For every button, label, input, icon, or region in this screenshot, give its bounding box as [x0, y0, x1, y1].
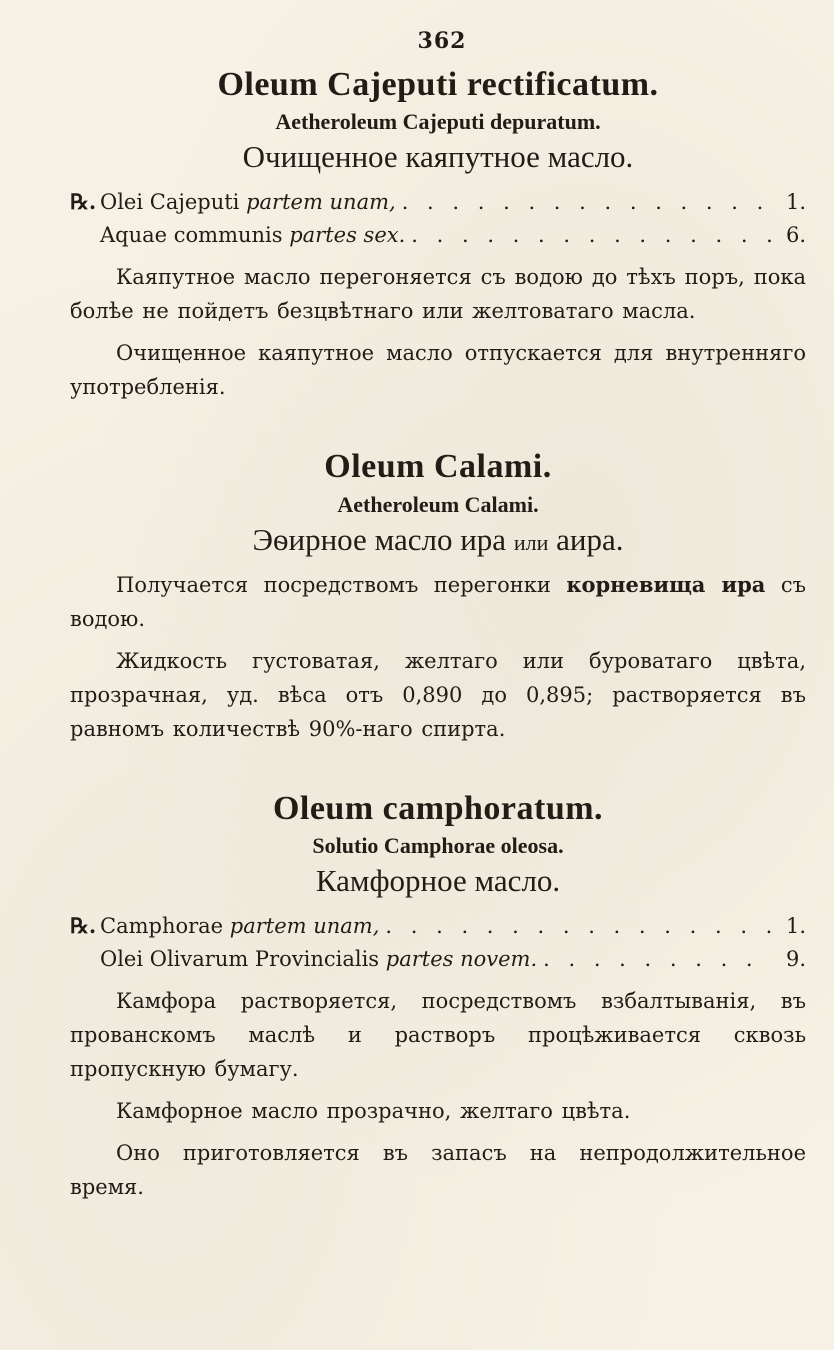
recipe-quantity: 1. [785, 190, 806, 215]
recipe-quantity: 1. [785, 914, 806, 939]
paragraph: Камфорное масло прозрачно, желтаго цвѣта. [116, 1099, 631, 1124]
recipe-quantity: 9. [785, 947, 806, 972]
recipe-ingredient: Aquae communis partes sex. [100, 223, 406, 248]
section-subtitle-latin: Aetheroleum Cajeputi depuratum. [275, 109, 601, 135]
paragraph: Очищенное каяпутное масло отпускается для внутренняго употребленія. [70, 341, 806, 400]
section-title-latin: Oleum Calami. [324, 448, 552, 486]
dot-leader [543, 943, 772, 976]
dot-leader [411, 219, 772, 252]
recipe [70, 909, 806, 976]
section-title-russian: Эѳирное масло ира или аира. [252, 521, 624, 557]
paragraph: Каяпутное масло перегоняется съ водою до тѣхъ поръ, пока болѣе не пойдетъ безцвѣтнаго или желтоватаго масла. [70, 265, 806, 324]
page-number: 362 [417, 28, 467, 54]
dot-leader [402, 186, 772, 219]
section-oleum-cajeputi [70, 66, 806, 404]
section-title-russian: Очищенное каяпутное масло. [242, 139, 634, 175]
recipe-symbol: ℞. [70, 189, 97, 215]
recipe-symbol: ℞. [70, 913, 97, 939]
recipe-ingredient: Camphorae partem unam, [100, 914, 380, 939]
recipe-quantity: 6. [785, 223, 806, 248]
section-title-russian: Камфорное масло. [315, 863, 561, 899]
recipe-line [70, 219, 806, 252]
recipe-ingredient: Olei Cajeputi partem unam, [100, 190, 396, 215]
paragraph: Получается посредствомъ перегонки корневища ира съ водою. [70, 571, 806, 631]
section-subtitle-latin: Aetheroleum Calami. [337, 491, 539, 517]
dot-leader [385, 910, 772, 943]
recipe [70, 185, 806, 252]
recipe-line [70, 943, 806, 976]
paragraph: Жидкость густоватая, желтаго или буроватаго цвѣта, прозрачная, уд. вѣса отъ 0,890 до 0,895; растворяется въ равномъ количествѣ 90%-наго спирта. [70, 648, 806, 741]
recipe-line [70, 185, 806, 219]
recipe-line [70, 909, 806, 943]
paragraph: Оно приготовляется въ запасъ на непродолжительное время. [70, 1141, 806, 1200]
section-title-latin: Oleum camphoratum. [272, 789, 604, 827]
section-subtitle-latin: Solutio Camphorae oleosa. [312, 833, 564, 859]
section-oleum-camphoratum [70, 790, 806, 1204]
section-title-latin: Oleum Cajeputi rectificatum. [217, 66, 659, 103]
recipe-ingredient: Olei Olivarum Provincialis partes novem. [100, 947, 538, 972]
section-oleum-calami [70, 448, 806, 745]
paragraph: Камфора растворяется, посредствомъ взбалтыванія, въ прованскомъ маслѣ и растворъ процѣживается сквозь пропускную бумагу. [70, 989, 806, 1082]
